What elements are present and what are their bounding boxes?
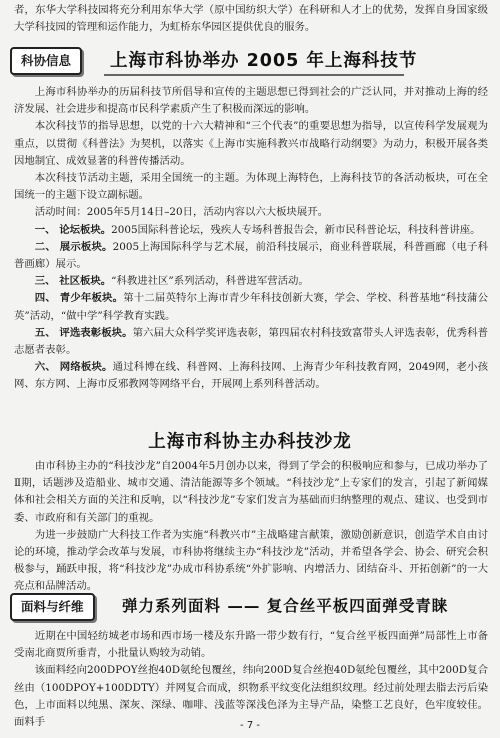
section3-tag [10, 593, 95, 621]
section1-item [0, 239, 500, 273]
section1-item [0, 222, 500, 239]
section1-body [0, 84, 500, 394]
section1-item [0, 290, 500, 324]
item-text: 2005上海国际科学与艺术展，前沿科技展示，商业科普联展，科普画廊（电子科普画廊）展示。 [14, 240, 488, 271]
section1-tag-label: 科协信息 [21, 53, 72, 68]
item-label: 一、 论坛板块。 [34, 223, 112, 236]
section1-title: 上海市科协举办 2005 年上海科技节 [110, 51, 418, 71]
section3-paragraph: 近期在中国轻纺城老市场和西市场一楼及东升路一带少数有行，“复合丝平板四面弹”局部性上市备受南北商贾所垂青，小批量认购较为动销。 [14, 630, 488, 660]
section3-header [0, 592, 500, 620]
item-label: 四、 青少年板块。 [34, 292, 124, 305]
section1-paragraph: 本次科技节的指导思想，以党的十六大精神和“三个代表”的重要思想为指导，以宣传科学发展观为重点，以贯彻《科普法》为契机，以落实《上海市实施科教兴市战略行动纲要》为动力，积极开展各类因地制宜、成效显著的科普传播活动。 [14, 120, 488, 167]
item-text: 2005国际科普论坛，残疾人专场科普报告会，新市民科普论坛，科技科普讲座。 [111, 223, 481, 236]
item-text: 第六届大众科学奖评选表彰，第四届农村科技致富带头人评选表彰，优秀科普志愿者表彰。 [14, 326, 488, 357]
section1-item [0, 325, 500, 359]
section3-title: 弹力系列面料 —— 复合丝平板四面弹受青睐 [122, 597, 449, 615]
intro-paragraph: 者，东华大学科技园将充分利用东华大学（原中国纺织大学）在科研和人才上的优势，发挥自身国家级大学科技园的管理和运作能力，为虹桥东华园区提供优良的服务。 [14, 4, 488, 34]
intro-continuation [0, 2, 500, 36]
section2-title: 上海市科协主办科技沙龙 [148, 432, 352, 452]
section1-paragraph: 上海市科协举办的历届科技节所倡导和宣传的主题思想已得到社会的广泛认同，并对推动上海的经济发展、社会进步和提高市民科学素质产生了积极而深远的影响。 [14, 86, 488, 116]
section2-body [0, 458, 500, 596]
section1-header [0, 46, 500, 74]
section1-item [0, 359, 500, 393]
section1-paragraph: 活动时间：2005年5月14日–20日，活动内容以六大板块展开。 [34, 206, 329, 219]
item-text: 第十二届英特尔上海市青少年科技创新大赛，学会、学校、科普基地“科技蒲公英”活动，“做中学”科学教育实践。 [14, 292, 488, 322]
section3-paragraph: 该面料经向200DPOY丝抱40D氨纶包覆丝，纬向200D复合丝抱40D氨纶包覆丝，其中200D复合丝由（100DPOY+100DDTY）并网复合而成，织物系平纹变化法组织纹理。经过前处理去脂去污后染色，上市面料以纯黑、深灰、深绿、咖啡、浅蓝等深浅色泽为主导产品，染整工艺良好，色牢度较佳。面料手 [14, 664, 488, 729]
item-label: 三、 社区板块。 [34, 275, 112, 288]
page-number: - 7 - [240, 720, 260, 731]
section1-divider [104, 74, 404, 76]
item-label: 二、 展示板块。 [34, 240, 113, 253]
section1-item [0, 273, 500, 290]
item-text: “科教进社区”系列活动，科普进军营活动。 [111, 275, 309, 288]
section2-paragraph: 为进一步鼓励广大科技工作者为实施“科教兴市”主战略建言献策，激励创新意识，创造学术自由讨论的环境，推动学会改革与发展，市科协将继续主办“科技沙龙”活动，并希望各学会、协会、研究会积极参与，踊跃申报，将“科技沙龙”办成市科协系统“外扩影响、内增活力、团结奋斗、开拓创新”的一大亮点和品牌活动。 [14, 528, 488, 593]
section3-tag-label: 面料与纤维 [21, 599, 84, 614]
item-text: 通过科博在线、科普网、上海科技网、上海青少年科技教育网，2049网，老小孩网、东方网、上海市反邪教网等网络平台，开展网上系列科普活动。 [14, 361, 488, 391]
item-label: 五、 评选表彰板块。 [34, 326, 133, 339]
section3-body [0, 628, 500, 731]
section1-paragraph: 本次科技节活动主题，采用全国统一的主题。为体现上海特色，上海科技节的各活动板块，可在全国统一的主题下设立副标题。 [14, 172, 488, 202]
item-label: 六、 网络板块。 [34, 361, 113, 374]
section2-header [0, 428, 500, 456]
section2-paragraph: 由市科协主办的“科技沙龙”自2004年5月创办以来，得到了学会的积极响应和参与，已成功举办了Ⅱ期，话题涉及造船业、城市交通、清洁能源等多个领域。“科技沙龙”上专家们的发言，引起了新闻媒体和社会相关方面的关注和反响，以“科技沙龙”专家们发言为基础而归纳整理的观点、建议、也受到市委、市政府和有关部门的重视。 [14, 460, 488, 524]
section1-tag [10, 47, 82, 75]
